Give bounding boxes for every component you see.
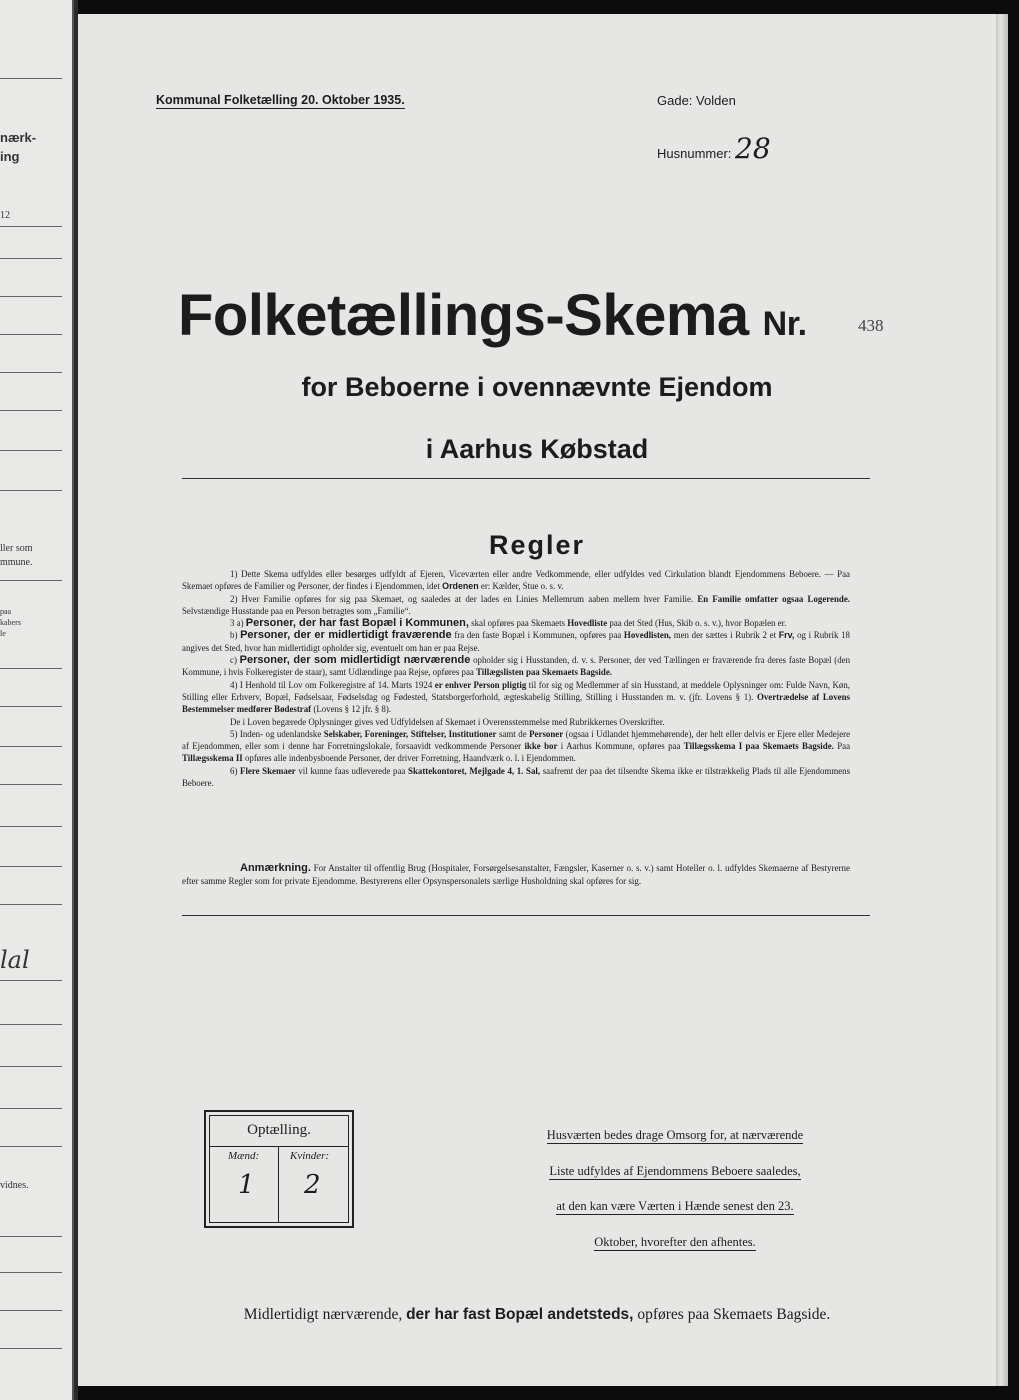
- page-edge: [996, 14, 1008, 1386]
- street-label: Gade:: [657, 93, 693, 108]
- rule-4-continued: De i Loven begærede Oplysninger gives ved Udfyldelsen af Skemaet i Overensstemmelse med Rubrikkernes Overskrifter.: [230, 716, 665, 727]
- men-label: Mænd:: [228, 1150, 260, 1162]
- women-label: Kvinder:: [290, 1150, 330, 1162]
- ruled-line: [0, 784, 62, 785]
- left-handwriting: lal: [0, 946, 30, 974]
- form-title-nr-label: Nr.: [762, 305, 807, 343]
- house-number-label: Husnummer:: [657, 146, 732, 161]
- divider: [182, 478, 870, 479]
- left-fragment: nærk-: [0, 130, 37, 145]
- rule-3b: b) Personer, der er midlertidigt fraværende fra den faste Bopæl i Kommunen, opføres paa Hovedlisten, men der sættes i Rubrik 2 et Frv, og i Rubrik 18 angives det Sted, hvor han midlertidigt opholder sig, eventuelt om han er paa Rejse.: [182, 629, 850, 653]
- ruled-line: [0, 1348, 62, 1349]
- notice-line: Liste udfyldes af Ejendommens Beboere saaledes,: [549, 1163, 801, 1178]
- left-fragment: mmune.: [0, 557, 33, 568]
- rule-4: 4) I Henhold til Lov om Folkeregistre af 14. Marts 1924 er enhver Person pligtig til for sig og Medlemmer af sin Husstand, at meddele Oplysninger om: Fulde Navn, Køn, Stilling eller Erhverv, Bopæl, Fødselsaar, Fødselsdag og Fødested, Statsborgerforhold, ægteskabelig Stilling, Stilling i Husstanden m. v. (jfr. Lovens § 1). Overtrædelse af Lovens Bestemmelser medfører Bødestraf (Lovens § 12 jfr. § 8).: [182, 679, 851, 715]
- ruled-line: [0, 580, 62, 581]
- ruled-line: [0, 826, 62, 827]
- notice-line: at den kan være Værten i Hænde senest den 23.: [556, 1199, 794, 1213]
- left-fragment: vidnes.: [0, 1180, 29, 1191]
- left-fragment: 12: [0, 210, 10, 221]
- ruled-line: [0, 668, 62, 669]
- form-title-main: Folketællings-Skema: [178, 283, 749, 348]
- left-fragment: ing: [0, 149, 20, 164]
- ruled-line: [0, 78, 62, 79]
- rule-1: 1) Dette Skema udfyldes eller besørges udfyldt af Ejeren, Viceværten eller andre Vedkommende, eller udfyldes ved Cirkulation blandt Ejendommens Beboere. — Paa Skemaet opføres de Familier og Personer, der findes i Ejendommen, idet Ordenen er: Kælder, Stue o. s. v.: [182, 569, 850, 592]
- ruled-line: [0, 258, 62, 259]
- women-count: 2: [304, 1170, 321, 1200]
- ruled-line: [0, 746, 62, 747]
- count-box-divider: [210, 1146, 348, 1147]
- ruled-line: [0, 226, 62, 227]
- ruled-line: [0, 450, 62, 451]
- divider: [182, 915, 870, 916]
- house-number-value: 28: [735, 132, 771, 165]
- ruled-line: [0, 1066, 62, 1067]
- schema-number: 438: [858, 316, 884, 335]
- left-page-fragment: [0, 0, 74, 1400]
- count-box-column-divider: [278, 1146, 279, 1222]
- ruled-line: [0, 1272, 62, 1273]
- rule-6: 6) Flere Skemaer vil kunne faas udleverede paa Skattekontoret, Mejlgade 4, 1. Sal, saafremt der paa det tilsendte Skema ikke er tilstrækkelig Plads til alle Ejendommens Beboere.: [182, 765, 851, 789]
- form-subtitle-2: i Aarhus Købstad: [425, 434, 649, 464]
- census-form-page: [78, 14, 996, 1386]
- rule-5: 5) Inden- og udenlandske Selskaber, Foreninger, Stiftelser, Institutioner samt de Personer (ogsaa i Udlandet hjemmehørende), der helt eller delvis er Ejere eller Medejere af Ejendommen, eller som i denne har Forretningslokale, forsaavidt vedkommende Personer ikke bor i Aarhus Kommune, opføres paa Tillægsskema I paa Skemaets Bagside. Paa Tillægsskema II opføres alle indenbysboende Personer, der driver Forretning, Haandværk o. l. i Ejendommen.: [182, 728, 851, 764]
- left-fragment: paa: [0, 607, 12, 616]
- ruled-line: [0, 980, 62, 981]
- form-subtitle-1: for Beboerne i ovennævnte Ejendom: [301, 372, 773, 402]
- men-count: 1: [238, 1170, 255, 1200]
- house-number-line: [657, 132, 771, 165]
- ruled-line: [0, 1146, 62, 1147]
- ruled-line: [0, 1024, 62, 1025]
- ruled-line: [0, 904, 62, 905]
- ruled-line: [0, 334, 62, 335]
- rule-3a: 3 a) Personer, der har fast Bopæl i Kommunen, skal opføres paa Skemaets Hovedliste paa det Sted (Hus, Skib o. s. v.), hvor Bopælen er.: [230, 617, 787, 630]
- left-fragment: kabers: [0, 618, 21, 627]
- ruled-line: [0, 706, 62, 707]
- ruled-line: [0, 296, 62, 297]
- rule-2: 2) Hver Familie opføres for sig paa Skemaet, og saaledes at der lades en Linies Mellemrum aaben mellem hver Familie. En Familie omfatter ogsaa Logerende. Selvstændige Husstande paa en Person betragtes som „Familie“.: [182, 593, 851, 616]
- count-box-title: Optælling.: [247, 1122, 311, 1138]
- census-header-title: Kommunal Folketælling 20. Oktober 1935.: [156, 93, 405, 107]
- rules-heading: Regler: [488, 530, 586, 560]
- rule-3c: c) Personer, der som midlertidigt nærværende opholder sig i Husstanden, d. v. s. Personer, der ved Tællingen er fraværende fra deres faste Bopæl (den Kommune, i hvis Folkeregister de staar), samt Udlændinge paa Rejse, opføres paa Tillægslisten paa Skemaets Bagside.: [182, 654, 851, 678]
- ruled-line: [0, 410, 62, 411]
- footer-note: Midlertidigt nærværende, der har fast Bopæl andetsteds, opføres paa Skemaets Bagside.: [243, 1306, 831, 1323]
- form-title: [178, 282, 807, 349]
- left-fragment: ller som: [0, 543, 33, 554]
- notice-line: Oktober, hvorefter den afhentes.: [594, 1234, 756, 1249]
- rules-text: [182, 568, 850, 789]
- count-box: [204, 1110, 354, 1228]
- landlord-notice: [502, 1118, 848, 1260]
- ruled-line: [0, 490, 62, 491]
- street-value: Volden: [696, 93, 736, 108]
- left-fragment: le: [0, 629, 6, 638]
- count-box-inner: [209, 1115, 349, 1223]
- ruled-line: [0, 372, 62, 373]
- street-line: [657, 93, 736, 108]
- ruled-line: [0, 866, 62, 867]
- remark-heading: Anmærkning.: [240, 862, 311, 874]
- notice-line: Husværten bedes drage Omsorg for, at nærværende: [546, 1128, 804, 1142]
- ruled-line: [0, 1108, 62, 1109]
- remark: [182, 862, 850, 887]
- ruled-line: [0, 1310, 62, 1311]
- ruled-line: [0, 1236, 62, 1237]
- remark-text: For Anstalter til offentlig Brug (Hospitaler, Forsørgelsesanstalter, Fængsler, Kaserner o. s. v.) samt Hoteller o. l. udfyldes Skemaerne af Bestyrerne efter samme Regler som for private Ejendomme. Bestyrerens eller Opsynspersonalets særlige Husholdning skal opføres for sig.: [182, 863, 850, 886]
